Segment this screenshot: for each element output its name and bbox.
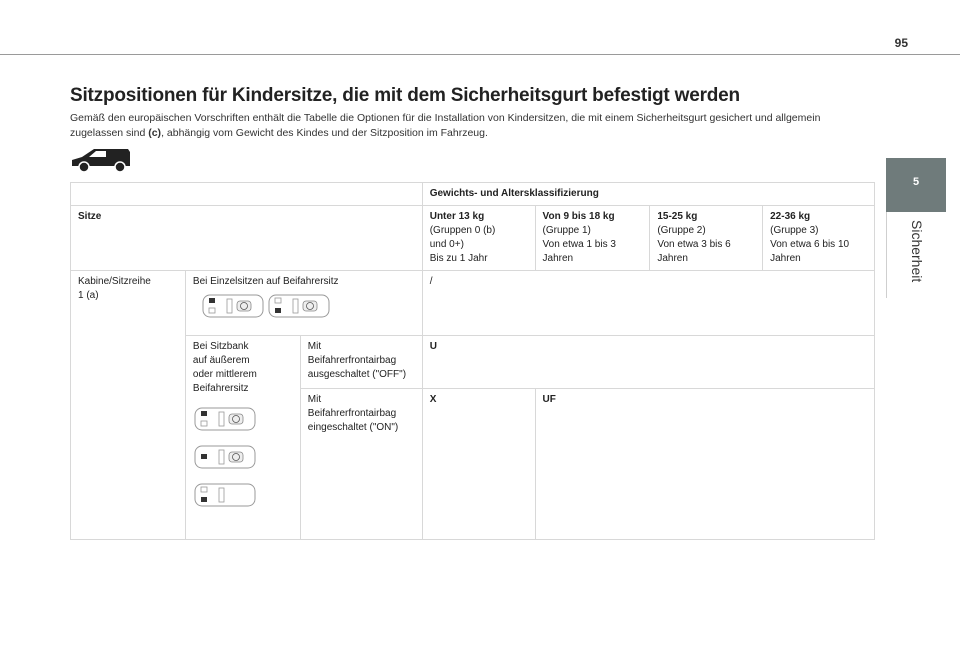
intro-reference: (c) — [148, 127, 162, 139]
airbag-on-line: Mit — [307, 394, 322, 405]
weight-class-title: 15-25 kg — [657, 211, 698, 222]
weight-class-cell — [763, 206, 875, 271]
page-number: 95 — [894, 36, 908, 50]
seats-header: Sitze — [71, 206, 423, 271]
seat-layout-icon — [267, 293, 331, 319]
weight-class-title: Von 9 bis 18 kg — [542, 211, 615, 222]
airbag-off-cell — [300, 336, 422, 389]
airbag-on-line: Beifahrerfrontairbag — [307, 408, 397, 419]
airbag-off-line: Beifahrerfrontairbag — [307, 355, 397, 366]
weight-class-cell — [650, 206, 763, 271]
weight-class-line: Jahren — [657, 253, 688, 264]
table-subheader-row — [71, 206, 875, 271]
airbag-on-value-group0: X — [422, 389, 535, 540]
weight-class-line: Von etwa 6 bis 10 — [770, 239, 850, 250]
chapter-title: Sicherheit — [909, 220, 925, 283]
bench-seat-cell — [185, 336, 300, 540]
table-header-row — [71, 183, 875, 206]
weight-class-line: Von etwa 1 bis 3 — [542, 239, 616, 250]
bench-label-line: oder mittlerem — [192, 369, 257, 380]
seat-layout-icon — [193, 406, 257, 432]
weight-group-header: Gewichts- und Altersklassifizierung — [422, 183, 874, 206]
airbag-on-value-groups123: UF — [535, 389, 874, 540]
row-label-line: Kabine/Sitzreihe — [78, 276, 151, 287]
weight-class-line: (Gruppe 3) — [770, 225, 819, 236]
page-title: Sitzpositionen für Kindersitze, die mit dem Sicherheitsgurt befestigt werden — [70, 85, 740, 106]
table-row-single-seat — [71, 271, 875, 336]
weight-class-title: Unter 13 kg — [429, 211, 485, 222]
weight-class-line: Jahren — [770, 253, 801, 264]
weight-class-line: Von etwa 3 bis 6 — [657, 239, 731, 250]
airbag-off-line: ausgeschaltet ("OFF") — [307, 369, 407, 380]
weight-class-cell — [535, 206, 650, 271]
intro-paragraph — [70, 111, 850, 141]
weight-class-cell — [422, 206, 535, 271]
intro-text-2: , abhängig vom Gewicht des Kindes und der Sitzposition im Fahrzeug. — [161, 127, 488, 139]
intro-text-1: Gemäß den europäischen Vorschriften enthält die Tabelle die Optionen für die Installation von Kindersitzen, die mit einem Sicherheitsgurt gesichert und allgemein zugelassen sind — [70, 112, 821, 139]
bench-label-line: Beifahrersitz — [192, 383, 249, 394]
van-icon — [70, 145, 132, 173]
child-seat-table — [70, 182, 875, 540]
single-seat-value: / — [422, 271, 874, 336]
airbag-off-line: Mit — [307, 341, 322, 352]
airbag-on-cell — [300, 389, 422, 540]
chapter-tab-number: 5 — [912, 176, 920, 188]
bench-label-line: Bei Sitzbank — [192, 341, 249, 352]
empty-header-cell — [71, 183, 423, 206]
chapter-strip — [886, 212, 947, 298]
chapter-tab[interactable] — [886, 158, 946, 212]
weight-class-line: (Gruppen 0 (b) — [429, 225, 496, 236]
single-seat-cell — [185, 271, 422, 336]
header-rule — [0, 54, 960, 55]
weight-class-line: (Gruppe 2) — [657, 225, 706, 236]
weight-class-line: Jahren — [542, 253, 574, 264]
airbag-on-line: eingeschaltet ("ON") — [307, 422, 399, 433]
weight-class-title: 22-36 kg — [770, 211, 811, 222]
seat-layout-icon — [201, 293, 265, 319]
weight-class-line: Bis zu 1 Jahr — [429, 253, 488, 264]
bench-label-line: auf äußerem — [192, 355, 250, 366]
row-label-line: 1 (a) — [78, 290, 99, 301]
airbag-off-value: U — [422, 336, 874, 389]
row-label-cabin — [71, 271, 186, 540]
seat-layout-icon — [193, 444, 257, 470]
weight-class-line: (Gruppe 1) — [542, 225, 591, 236]
weight-class-line: und 0+) — [429, 239, 464, 250]
table-row-airbag-off — [71, 336, 875, 389]
seat-layout-icon — [193, 482, 257, 508]
single-seat-label: Bei Einzelsitzen auf Beifahrersitz — [192, 276, 339, 287]
